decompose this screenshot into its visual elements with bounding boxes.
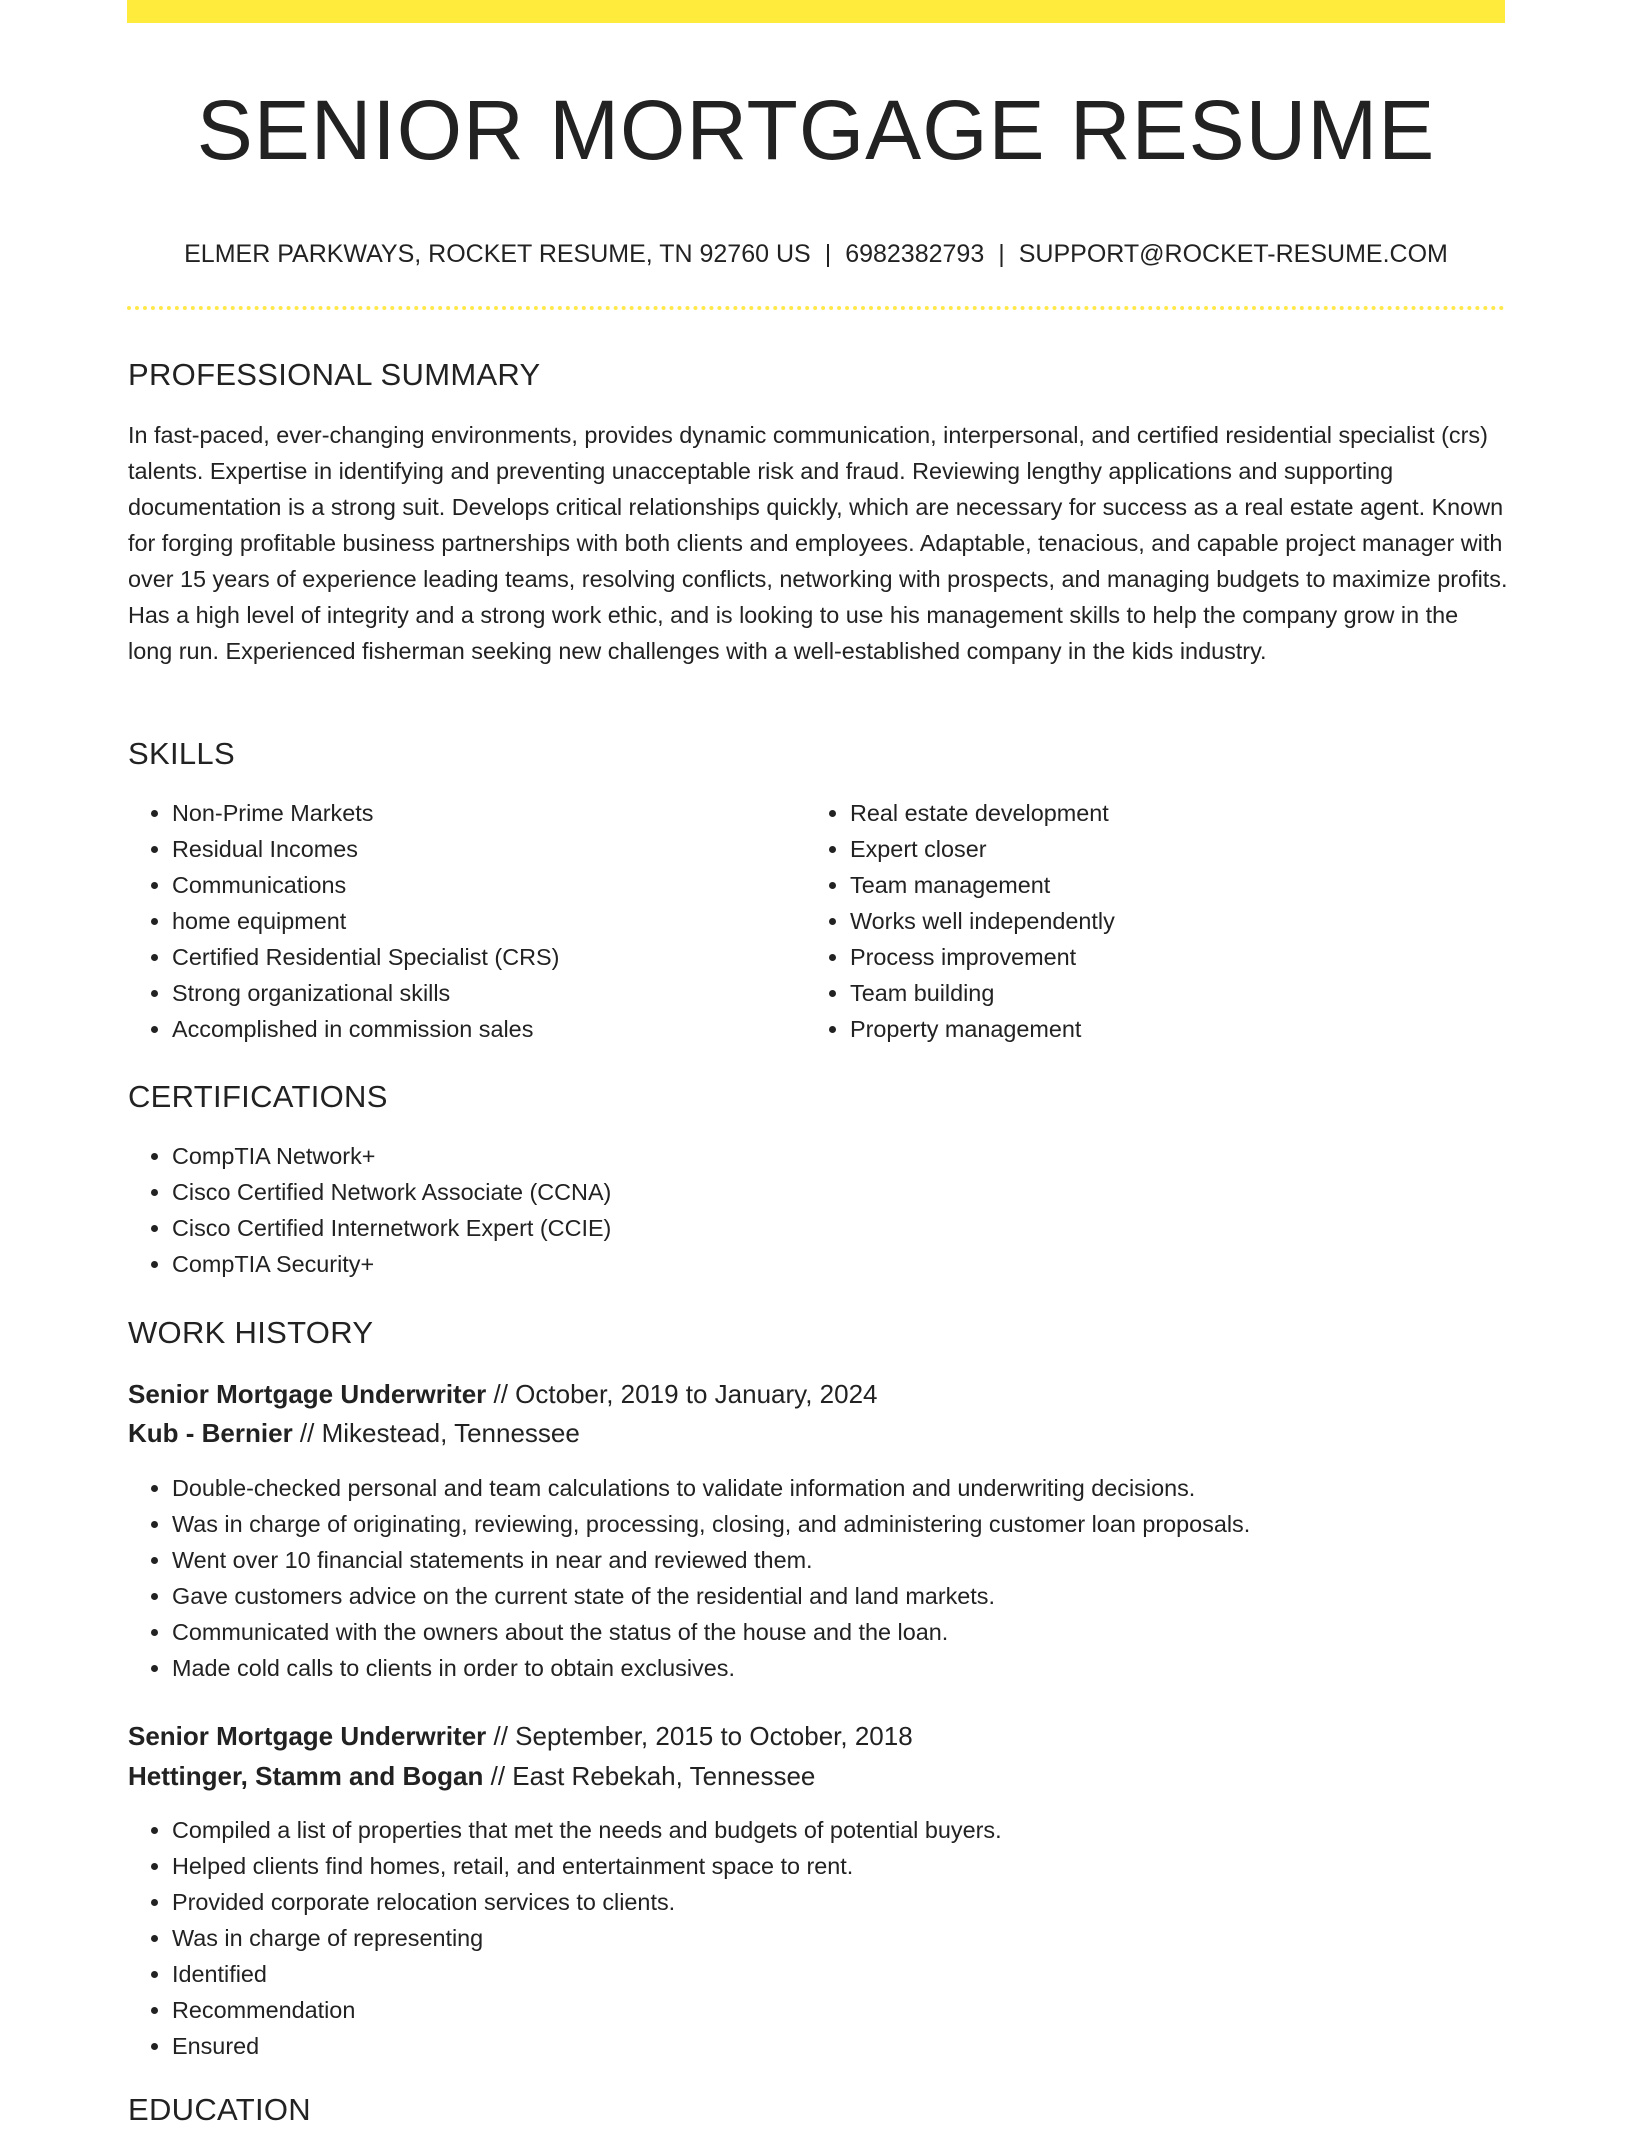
list-item: • Compiled a list of properties that met the needs and budgets of potential buyers. [172,1812,1512,1848]
job-company-line [128,1413,580,1453]
list-item: • Made cold calls to clients in order to obtain exclusives. [172,1650,1512,1686]
list-item: • home equipment [172,903,792,939]
job-location: // East Rebekah, Tennessee [490,1761,816,1791]
job-bullets [128,1812,1512,2064]
list-item: • Was in charge of originating, reviewing, processing, closing, and administering customer loan proposals. [172,1506,1512,1542]
list-item: • Cisco Certified Internetwork Expert (CCIE) [172,1210,1472,1246]
contact-address: ELMER PARKWAYS, ROCKET RESUME, TN 92760 US [184,240,811,268]
contact-separator: | [998,240,1005,268]
list-item: • Cisco Certified Network Associate (CCNA) [172,1174,1472,1210]
list-item: • Recommendation [172,1992,1512,2028]
job-company: Kub - Bernier [128,1418,293,1448]
job-dates: // October, 2019 to January, 2024 [493,1379,878,1409]
skills-list-right [806,795,1490,1047]
list-item: • Helped clients find homes, retail, and entertainment space to rent. [172,1848,1512,1884]
job-location: // Mikestead, Tennessee [299,1418,580,1448]
job-company: Hettinger, Stamm and Bogan [128,1761,484,1791]
summary-heading: PROFESSIONAL SUMMARY [128,357,541,392]
list-item: • Identified [172,1956,1512,1992]
list-item: • Property management [850,1011,1490,1047]
job-title: Senior Mortgage Underwriter [128,1379,487,1409]
contact-email[interactable]: SUPPORT@ROCKET-RESUME.COM [1018,240,1448,268]
page-title: SENIOR MORTGAGE RESUME [196,83,1436,177]
list-item: • Was in charge of representing [172,1920,1512,1956]
header-divider [127,306,1505,310]
list-item: • Gave customers advice on the current state of the residential and land markets. [172,1578,1512,1614]
accent-bar [127,0,1505,23]
list-item: • Provided corporate relocation services to clients. [172,1884,1512,1920]
job-dates: // September, 2015 to October, 2018 [493,1721,913,1751]
list-item: • Real estate development [850,795,1490,831]
contact-separator: | [824,240,832,268]
list-item: • Team building [850,975,1490,1011]
list-item: • Non-Prime Markets [172,795,792,831]
list-item: • Double-checked personal and team calculations to validate information and underwriting decisions. [172,1470,1512,1506]
list-item: • Residual Incomes [172,831,792,867]
list-item: • Communicated with the owners about the status of the house and the loan. [172,1614,1512,1650]
contact-line [127,236,1505,272]
skills-list-left [128,795,792,1047]
skills-heading: SKILLS [128,736,235,771]
certifications-list [128,1138,1472,1282]
list-item: • CompTIA Network+ [172,1138,1472,1174]
list-item: • Team management [850,867,1490,903]
list-item: • Works well independently [850,903,1490,939]
list-item: • Ensured [172,2028,1512,2064]
job-title: Senior Mortgage Underwriter [128,1721,487,1751]
list-item: • Process improvement [850,939,1490,975]
list-item: • Strong organizational skills [172,975,792,1011]
list-item: • Accomplished in commission sales [172,1011,792,1047]
summary-text: In fast-paced, ever-changing environments, provides dynamic communication, interpersonal, and certified residential specialist (crs) talents. Expertise in identifying and preventing unacceptable risk and fraud. Reviewing lengthy applications and supporting documentation is a strong suit. Develops critical relationships quickly, which are necessary for success as a real estate agent. Known for forging profitable business partnerships with both clients and employees. Adaptable, tenacious, and capable project manager with over 15 years of experience leading teams, resolving conflicts, networking with prospects, and managing budgets to maximize profits. Has a high level of integrity and a strong work ethic, and is looking to use his management skills to help the company grow in the long run. Experienced fisherman seeking new challenges with a well-established company in the kids industry. [128,422,1508,664]
education-heading: EDUCATION [128,2092,311,2127]
list-item: • CompTIA Security+ [172,1246,1472,1282]
contact-phone: 6982382793 [845,240,985,268]
list-item: • Certified Residential Specialist (CRS) [172,939,792,975]
job-title-line [128,1716,913,1756]
list-item: • Communications [172,867,792,903]
certifications-heading: CERTIFICATIONS [128,1079,388,1114]
work-history-heading: WORK HISTORY [128,1315,374,1350]
list-item: • Went over 10 financial statements in near and reviewed them. [172,1542,1512,1578]
list-item: • Expert closer [850,831,1490,867]
job-title-line [128,1374,878,1414]
job-bullets [128,1470,1512,1686]
job-company-line [128,1756,815,1796]
